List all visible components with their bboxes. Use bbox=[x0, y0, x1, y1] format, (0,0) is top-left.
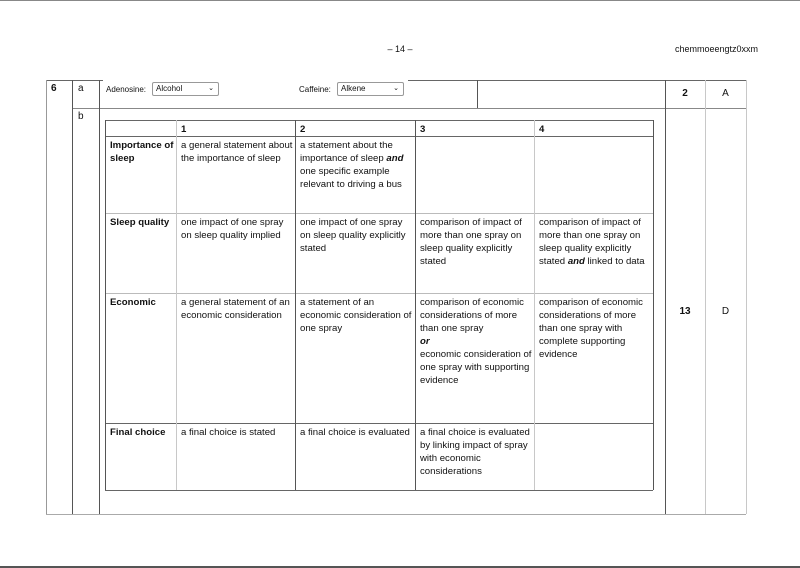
rubric-col-1: 1 bbox=[181, 124, 187, 135]
rubric-criterion: Importance of sleep bbox=[110, 140, 174, 164]
caffeine-select[interactable] bbox=[337, 82, 404, 96]
rubric-cell: comparison of economic considerations of more than one spray or economic consideration of one spray with supporting evidence bbox=[420, 297, 532, 386]
rubric-criterion: Final choice bbox=[110, 427, 166, 438]
part-b-marks: 13 bbox=[679, 306, 691, 317]
rubric-cell: one impact of one spray on sleep quality explicitly stated bbox=[300, 217, 406, 254]
caffeine-label: Caffeine: bbox=[299, 85, 331, 94]
adenosine-label: Adenosine: bbox=[106, 85, 147, 94]
rubric-cell: a statement about the importance of sleep and one specific example relevant to driving a bus bbox=[300, 140, 404, 190]
part-a-grade: A bbox=[722, 88, 729, 99]
rubric-cell: one impact of one spray on sleep quality implied bbox=[181, 217, 284, 241]
chevron-down-icon: ⌄ bbox=[208, 85, 214, 92]
rubric-col-3: 3 bbox=[420, 124, 426, 135]
question-number: 6 bbox=[51, 83, 57, 94]
caffeine-selected-value: Alkene bbox=[341, 84, 366, 93]
rubric-cell: comparison of impact of more than one spray on sleep quality explicitly stated and linked to data bbox=[539, 217, 645, 267]
chevron-down-icon: ⌄ bbox=[393, 85, 399, 92]
rubric-cell: a final choice is stated bbox=[181, 427, 276, 438]
adenosine-selected-value: Alcohol bbox=[156, 84, 183, 93]
rubric-cell: a final choice is evaluated bbox=[300, 427, 410, 438]
rubric-cell: a statement of an economic consideration of one spray bbox=[300, 297, 412, 334]
rubric-criterion: Sleep quality bbox=[110, 217, 170, 228]
rubric-col-2: 2 bbox=[300, 124, 306, 135]
page-number: – 14 – bbox=[387, 44, 413, 54]
rubric-criterion: Economic bbox=[110, 297, 156, 308]
rubric-cell: comparison of impact of more than one spray on sleep quality explicitly stated bbox=[420, 217, 522, 267]
part-a-marks: 2 bbox=[682, 88, 688, 99]
rubric-cell: a final choice is evaluated by linking impact of spray with economic considerations bbox=[420, 427, 530, 477]
document-code: chemmoeengtz0xxm bbox=[674, 44, 758, 54]
rubric-cell: a general statement of an economic consideration bbox=[181, 297, 290, 321]
adenosine-select[interactable] bbox=[152, 82, 219, 96]
rubric-cell: comparison of economic considerations of more than one spray with complete supporting evidence bbox=[539, 297, 643, 360]
part-b-grade: D bbox=[721, 306, 730, 317]
part-a-label: a bbox=[78, 83, 84, 94]
rubric-col-4: 4 bbox=[539, 124, 545, 135]
part-b-label: b bbox=[78, 111, 84, 122]
rubric-cell: a general statement about the importance of sleep bbox=[181, 140, 293, 164]
top-rule bbox=[0, 0, 800, 1]
